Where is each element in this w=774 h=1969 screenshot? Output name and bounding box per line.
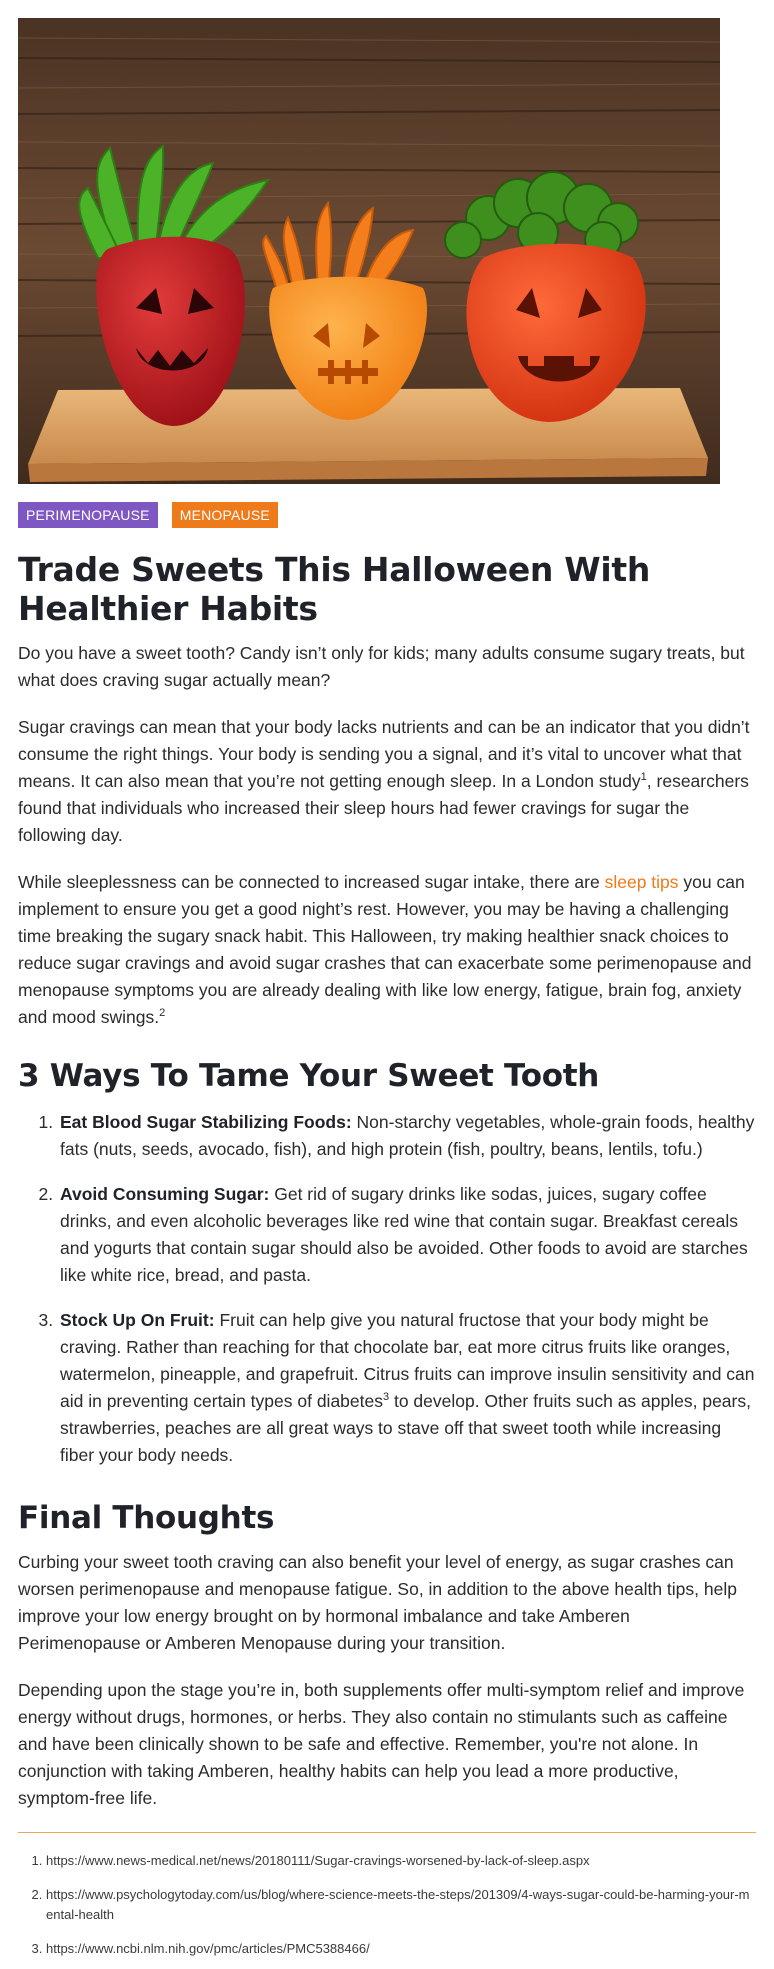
list-item-text: Non-starchy vegetables, whole-grain foods, healthy fats (nuts, seeds, avocado, fish), and high protein (fish, poultry, beans, lentils, tofu.) [60, 1112, 755, 1159]
sleeplessness-paragraph [18, 869, 756, 1031]
list-item-text: Fruit can help give you natural fructose that your body might be craving. Rather than reaching for that chocolate bar, eat more citrus fruits like oranges, watermelon, pineapple, and grapefruit. Citrus fruits can improve insulin sensitivity and can aid in preventing certain types of diabetes [60, 1310, 755, 1411]
final-paragraph-1: Curbing your sweet tooth craving can also benefit your level of energy, as sugar crashes can worsen perimenopause and menopause fatigue. So, in addition to the above health tips, help improve your low energy brought on by hormonal imbalance and take Amberen Perimenopause or Amberen Menopause during your transition. [18, 1552, 737, 1653]
final-thoughts-heading: Final Thoughts [18, 1500, 275, 1536]
list-item-title: Avoid Consuming Sugar: [60, 1184, 270, 1204]
hero-image [18, 18, 720, 484]
paragraph-text: , researchers found that individuals who increased their sleep hours had fewer cravings for sugar the following day. [18, 771, 749, 845]
list-item-text: to develop. Other fruits such as apples, pears, strawberries, peaches are all great ways to stave off that sweet tooth while increasing fiber your body needs. [60, 1391, 751, 1465]
list-item-title: Stock Up On Fruit: [60, 1310, 215, 1330]
list-item-title: Eat Blood Sugar Stabilizing Foods: [60, 1112, 352, 1132]
reference-item [46, 1939, 756, 1959]
final-paragraph-2: Depending upon the stage you’re in, both supplements offer multi-symptom relief and improve energy without drugs, hormones, or herbs. They also contain no stimulants such as caffeine and have been clinically shown to be safe and effective. Remember, you're not alone. In conjunction with taking Amberen, healthy habits can help you lead a more productive, symptom-free life. [18, 1680, 745, 1808]
sleep-tips-link[interactable]: sleep tips [604, 872, 679, 892]
list-item [58, 1307, 756, 1469]
reference-item [46, 1851, 756, 1871]
intro-paragraph: Do you have a sweet tooth? Candy isn’t only for kids; many adults consume sugary treats, but what does craving sugar actually mean? [18, 643, 745, 690]
reference-link-1[interactable]: https://www.news-medical.net/news/20180111/Sugar-cravings-worsened-by-lack-of-sleep.aspx [46, 1853, 590, 1868]
list-item [58, 1181, 756, 1289]
footnote-ref-3[interactable]: 3 [382, 1391, 390, 1404]
article-title: Trade Sweets This Halloween With Healthier Habits [18, 550, 651, 628]
reference-item [46, 1885, 756, 1925]
category-tags [18, 502, 756, 528]
tag-perimenopause[interactable]: PERIMENOPAUSE [18, 502, 158, 528]
tag-menopause[interactable]: MENOPAUSE [172, 502, 278, 528]
ways-heading: 3 Ways To Tame Your Sweet Tooth [18, 1058, 600, 1094]
ways-list [18, 1109, 756, 1469]
footnote-ref-1[interactable]: 1 [640, 771, 647, 784]
paragraph-text: While sleeplessness can be connected to increased sugar intake, there are [18, 872, 605, 892]
reference-link-3[interactable]: https://www.ncbi.nlm.nih.gov/pmc/articles/PMC5388466/ [46, 1941, 370, 1956]
references-list [18, 1851, 756, 1959]
sugar-cravings-paragraph [18, 714, 756, 849]
references-divider [18, 1832, 756, 1833]
footnote-ref-2[interactable]: 2 [159, 1007, 166, 1020]
list-item-text: Get rid of sugary drinks like sodas, juices, sugary coffee drinks, and even alcoholic beverages like red wine that contain sugar. Breakfast cereals and yogurts that contain sugar should also be avoided. Other foods to avoid are starches like white rice, bread, and pasta. [60, 1184, 748, 1285]
paragraph-text: Sugar cravings can mean that your body lacks nutrients and can be an indicator that you didn’t consume the right things. Your body is sending you a signal, and it’s vital to uncover what that means. It can also mean that you’re not getting enough sleep. In a London study [18, 717, 750, 791]
list-item [58, 1109, 756, 1163]
reference-link-2[interactable]: https://www.psychologytoday.com/us/blog/where-science-meets-the-steps/201309/4-ways-sugar-could-be-harming-your-mental-health [46, 1887, 750, 1922]
paragraph-text: you can implement to ensure you get a good night’s rest. However, you may be having a challenging time breaking the sugary snack habit. This Halloween, try making healthier snack choices to reduce sugar cravings and avoid sugar crashes that can exacerbate some perimenopause and menopause symptoms you are already dealing with like low energy, fatigue, brain fog, anxiety and mood swings. [18, 872, 752, 1027]
